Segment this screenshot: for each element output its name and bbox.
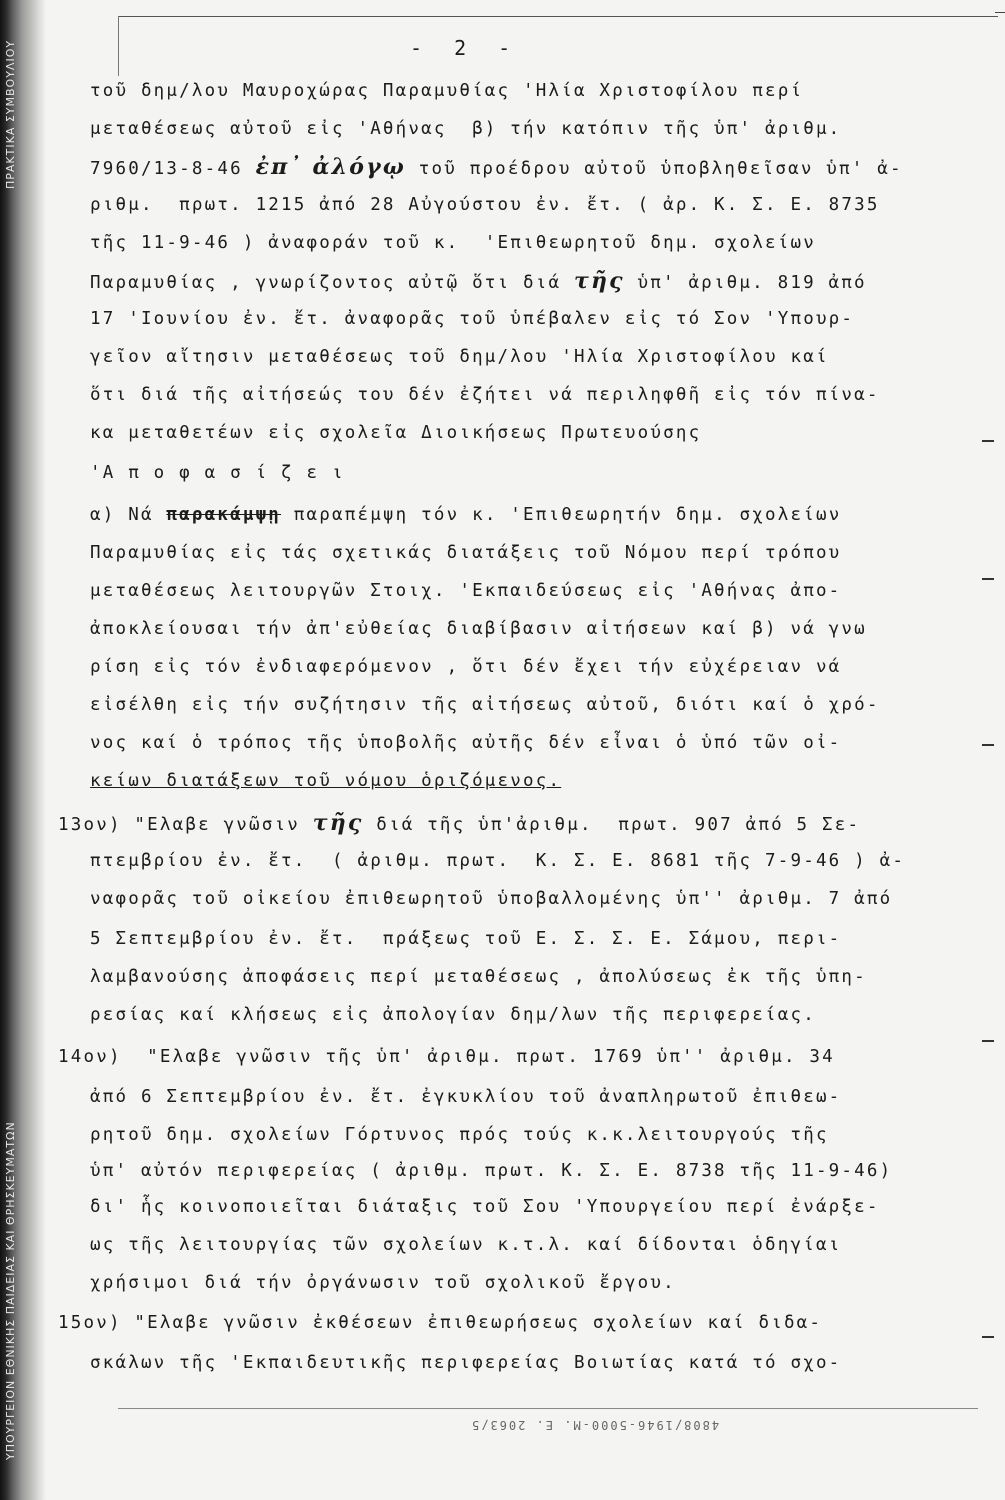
- text-line: ἀπό 6 Σεπτεμβρίου ἐν. ἔτ. ἐγκυκλίου τοῦ ἀναπληρωτοῦ ἐπιθεω-: [90, 1087, 842, 1107]
- handwritten-correction: τῆς: [573, 268, 625, 294]
- text-line: κα μεταθετέων εἰς σχολεῖα Διοικήσεως Πρωτευούσης: [90, 423, 702, 443]
- text-line: γεῖον αἴτησιν μεταθέσεως τοῦ δημ/λου 'Ηλία Χριστοφίλου καί: [90, 347, 829, 367]
- text-line: ἀποκλείουσαι τήν ἀπ'εὐθείας διαβίβασιν αἰτήσεων καί β) νά γνω: [90, 619, 867, 639]
- text-line: εἰσέλθη εἰς τήν συζήτησιν τῆς αἰτήσεως αὐτοῦ, διότι καί ὁ χρό-: [90, 695, 880, 715]
- text-line-part: παραπέμψη τόν κ. 'Επιθεωρητήν δημ. σχολείων: [281, 505, 842, 525]
- text-line: ὑπ' αὐτόν περιφερείας ( ἀριθμ. πρωτ. Κ. Σ. Ε. 8738 τῆς 11-9-46): [90, 1161, 893, 1181]
- text-line: ρεσίας καί κλήσεως εἰς ἀπολογίαν δημ/λων τῆς περιφερείας.: [90, 1005, 816, 1025]
- margin-mark: [982, 1040, 994, 1042]
- text-line: Παραμυθίας εἰς τάς σχετικάς διατάξεις τοῦ Νόμου περί τρόπου: [90, 543, 842, 563]
- text-line: 17 'Ιουνίου ἐν. ἔτ. ἀναφορᾶς τοῦ ὑπέβαλεν εἰς τό Σον 'Υπουρ-: [90, 309, 855, 329]
- handwritten-annotation: ἐπ᾽ ἀλόγῳ: [255, 154, 407, 180]
- text-line: κείων διατάξεων τοῦ νόμου ὁριζόμενος.: [90, 771, 562, 791]
- text-line-part: ὑπ' ἀριθμ. 819 ἀπό: [624, 273, 867, 293]
- struck-out-word: παρακάμψῃ: [166, 505, 282, 525]
- text-line: ναφορᾶς τοῦ οἰκείου ἐπιθεωρητοῦ ὑποβαλλομένης ὑπ'' ἀριθμ. 7 ἀπό: [90, 889, 893, 909]
- text-line: [90, 270, 867, 294]
- text-line: ως τῆς λειτουργίας τῶν σχολείων κ.τ.λ. καί δίδονται ὁδηγίαι: [90, 1235, 842, 1255]
- numbered-item-13: [58, 812, 860, 836]
- text-line: σκάλων τῆς 'Εκπαιδευτικῆς περιφερείας Βοιωτίας κατά τό σχο-: [90, 1353, 842, 1373]
- text-line: δι' ἧς κοινοποιεῖται διάταξις τοῦ Σου 'Υπουργείου περί ἐνάρξε-: [90, 1197, 880, 1217]
- text-line-part: τοῦ προέδρου αὐτοῦ ὑποβληθεῖσαν ὑπ' ἀ-: [406, 159, 903, 179]
- text-line: χρήσιμοι διά τήν ὀργάνωσιν τοῦ σχολικοῦ ἔργου.: [90, 1273, 676, 1293]
- margin-mark: [982, 440, 994, 442]
- bottom-rule: [118, 1408, 978, 1409]
- text-line-part: Παραμυθίας , γνωρίζοντος αὐτῷ ὅτι διά: [90, 273, 574, 293]
- text-line-part: 13ον) "Ελαβε γνῶσιν: [58, 815, 313, 835]
- spine-right-text: ΠΡΑΚΤΙΚΑ ΣΥΜΒΟΥΛΙΟΥ: [4, 40, 17, 190]
- text-line-part: 7960/13-8-46: [90, 159, 256, 179]
- margin-mark: [982, 1336, 994, 1338]
- decision-heading: 'Α π ο φ α σ ί ζ ε ι: [90, 463, 345, 483]
- margin-mark: [982, 744, 994, 746]
- text-line: μεταθέσεως λειτουργῶν Στοιχ. 'Εκπαιδεύσεως εἰς 'Αθήνας ἀπο-: [90, 581, 842, 601]
- print-stamp: 4808/1946-5000-Μ. Ε. 2063/5: [470, 1418, 720, 1432]
- spine-left-text: ΥΠΟΥΡΓΕΙΟΝ ΕΘΝΙΚΗΣ ΠΑΙΔΕΙΑΣ ΚΑΙ ΘΡΗΣΚΕΥΜΑΤΩΝ: [4, 1121, 17, 1460]
- text-line: ρίση εἰς τόν ἐνδιαφερόμενον , ὅτι δέν ἔχει τήν εὐχέρειαν νά: [90, 657, 842, 677]
- text-line: ὅτι διά τῆς αἰτήσεώς του δέν ἐζήτει νά περιληφθῆ εἰς τόν πίνα-: [90, 385, 880, 405]
- text-line: νος καί ὁ τρόπος τῆς ὑποβολῆς αὐτῆς δέν εἶναι ὁ ὑπό τῶν οἰ-: [90, 733, 842, 753]
- text-line-part: α) Νά: [90, 505, 167, 525]
- text-line: [90, 156, 903, 180]
- text-line: ριθμ. πρωτ. 1215 ἀπό 28 Αὐγούστου ἐν. ἔτ. ( ἀρ. Κ. Σ. Ε. 8735: [90, 195, 880, 215]
- text-line: 5 Σεπτεμβρίου ἐν. ἔτ. πράξεως τοῦ Ε. Σ. Σ. Ε. Σάμου, περι-: [90, 929, 842, 949]
- text-line: πτεμβρίου ἐν. ἔτ. ( ἀριθμ. πρωτ. Κ. Σ. Ε. 8681 τῆς 7-9-46 ) ἀ-: [90, 851, 906, 871]
- text-line: τοῦ δημ/λου Μαυροχώρας Παραμυθίας 'Ηλία Χριστοφίλου περί: [90, 81, 804, 101]
- text-line: [90, 504, 841, 526]
- text-line: τῆς 11-9-46 ) ἀναφοράν τοῦ κ. 'Επιθεωρητοῦ δημ. σχολείων: [90, 233, 816, 253]
- numbered-item-15: 15ον) "Ελαβε γνῶσιν ἐκθέσεων ἐπιθεωρήσεως σχολείων καί διδα-: [58, 1313, 823, 1333]
- handwritten-correction: τῆς: [312, 810, 364, 836]
- text-line: μεταθέσεως αὐτοῦ εἰς 'Αθήνας β) τήν κατόπιν τῆς ὑπ' ἀριθμ.: [90, 119, 842, 139]
- text-line-part: διά τῆς ὑπ'ἀριθμ. πρωτ. 907 ἀπό 5 Σε-: [363, 815, 861, 835]
- page-number: - 2 -: [410, 36, 521, 60]
- text-line: λαμβανούσης ἀποφάσεις περί μεταθέσεως , ἀπολύσεως ἐκ τῆς ὑπη-: [90, 967, 867, 987]
- numbered-item-14: 14ον) "Ελαβε γνῶσιν τῆς ὑπ' ἀριθμ. πρωτ. 1769 ὑπ'' ἀριθμ. 34: [58, 1047, 835, 1067]
- margin-mark: [982, 578, 994, 580]
- text-line: ρητοῦ δημ. σχολείων Γόρτυνος πρός τούς κ.κ.λειτουργούς τῆς: [90, 1125, 829, 1145]
